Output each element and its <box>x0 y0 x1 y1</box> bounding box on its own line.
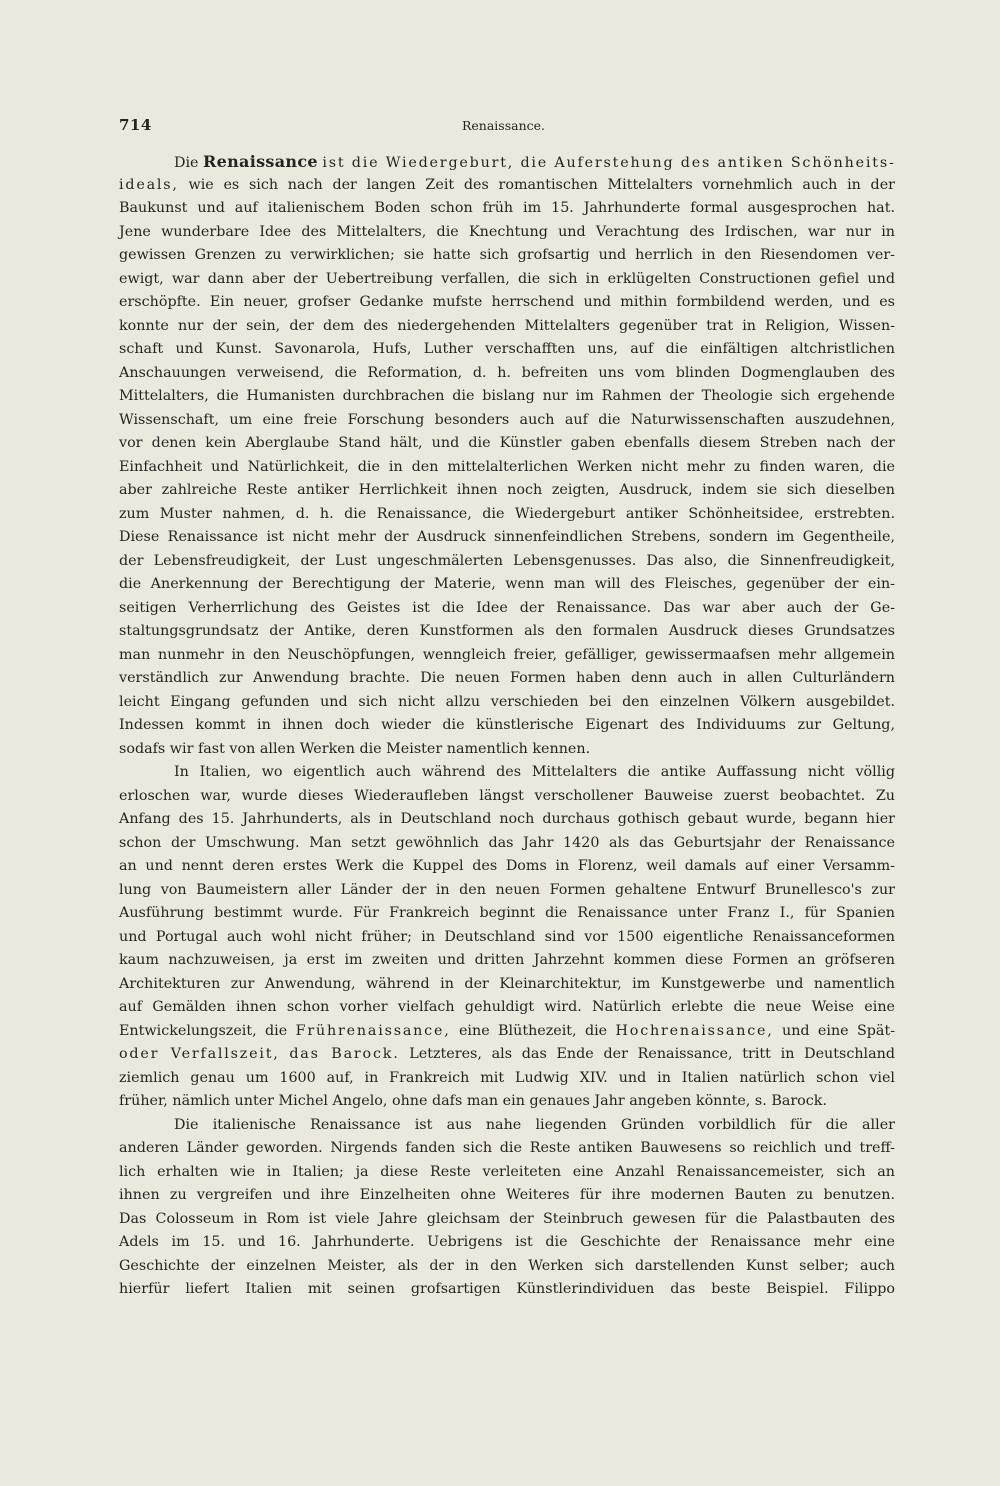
text-line: anderen Länder geworden. Nirgends fanden sich die Reste antiken Bauwesens so reichlich und treff- <box>119 1140 895 1156</box>
text-line: ideals, wie es sich nach der langen Zeit des romantischen Mittelalters vornehmlich auch in der <box>119 176 896 193</box>
text-line: Baukunst und auf italienischem Boden schon früh im 15. Jahrhunderte formal ausgesprochen hat. <box>119 200 895 216</box>
text-line: gewissen Grenzen zu verwirklichen; sie hatte sich grofsartig und herrlich in den Riesendomen ver- <box>119 247 895 263</box>
text-line: Das Colosseum in Rom ist viele Jahre gleichsam der Steinbruch gewesen für die Palastbauten des <box>119 1210 895 1227</box>
running-title: Renaissance. <box>462 118 546 133</box>
text-line: In Italien, wo eigentlich auch während des Mittelalters die antike Auffassung nicht völlig <box>174 764 895 780</box>
text-line: verständlich zur Anwendung brachte. Die neuen Formen haben denn auch in allen Culturländern <box>119 670 895 686</box>
text-line: Einfachheit und Natürlichkeit, die in den mittelalterlichen Werken nicht mehr zu finden waren, die <box>119 458 895 475</box>
text-line: Diese Renaissance ist nicht mehr der Ausdruck sinnenfeindlichen Strebens, sondern im Gegentheile, <box>119 529 895 545</box>
text-line: Mittelalters, die Humanisten durchbrachen die bislang nur im Rahmen der Theologie sich ergehende <box>119 388 895 404</box>
text-line: oder Verfallszeit, das Barock. Letzteres, als das Ende der Renaissance, tritt in Deutschland <box>119 1046 896 1062</box>
text-line: Adels im 15. und 16. Jahrhunderte. Uebrigens ist die Geschichte der Renaissance mehr eine <box>119 1234 895 1250</box>
text-line: konnte nur der sein, der dem des niedergehenden Mittelalters gegenüber trat in Religion, Wissen- <box>119 317 895 334</box>
text-line: leicht Eingang gefunden und sich nicht allzu verschieden bei den einzelnen Völkern ausgebildet. <box>119 693 895 710</box>
text-line: aber zahlreiche Reste antiker Herrlichkeit ihnen noch zeigten, Ausdruck, indem sie sich dieselben <box>119 482 895 498</box>
text-line: Indessen kommt in ihnen doch wieder die künstlerische Eigenart des Individuums zur Geltung, <box>119 717 895 733</box>
text-line: früher, nämlich unter Michel Angelo, ohne dafs man ein genaues Jahr angeben könnte, s. Barock. <box>119 1093 828 1109</box>
text-line: erschöpfte. Ein neuer, grofser Gedanke mufste herrschend und mithin formbildend werden, und es <box>119 294 895 310</box>
text-line: lich erhalten wie in Italien; ja diese Reste verleiteten eine Anzahl Renaissancemeister, sich an <box>119 1163 895 1180</box>
text-line: vor denen kein Aberglaube Stand hält, und die Künstler gaben ebenfalls diesem Streben nach der <box>119 435 895 451</box>
headword: Renaissance <box>203 152 318 171</box>
text-line: Architekturen zur Anwendung, während in der Kleinarchitektur, im Kunstgewerbe und namentlich <box>119 975 895 992</box>
text-line: Anschauungen verweisend, die Reformation, d. h. befreiten uns vom blinden Dogmenglauben des <box>119 364 895 381</box>
text-line: Jene wunderbare Idee des Mittelalters, die Knechtung und Verachtung des Irdischen, war nur in <box>119 223 895 240</box>
text-line: ihnen zu vergreifen und ihre Einzelheiten ohne Weiteres für ihre modernen Bauten zu benutzen. <box>119 1187 895 1203</box>
text-line: staltungsgrundsatz der Antike, deren Kunstformen als den formalen Ausdruck dieses Grundsatzes <box>119 623 895 639</box>
text-line: lung von Baumeistern aller Länder der in den neuen Formen gehaltene Entwurf Brunellesco's zur <box>119 881 895 898</box>
text-line: Anfang des 15. Jahrhunderts, als in Deutschland noch durchaus gothisch gebaut wurde, begann hier <box>119 811 895 827</box>
text-line: schon der Umschwung. Man setzt gewöhnlich das Jahr 1420 als das Geburtsjahr der Renaissance <box>119 834 895 851</box>
text-line: Die italienische Renaissance ist aus nahe liegenden Gründen vorbildlich für die aller <box>174 1116 895 1133</box>
text-line: ewigt, war dann aber der Uebertreibung verfallen, die sich in erklügelten Constructionen gefiel und <box>119 270 895 287</box>
page-header <box>119 116 895 138</box>
text-line: hierfür liefert Italien mit seinen grofsartigen Künstlerindividuen das beste Beispiel. Filippo <box>119 1281 895 1297</box>
text-line: Entwickelungszeit, die Frührenaissance, eine Blüthezeit, die Hochrenaissance, und eine Spät- <box>119 1022 896 1039</box>
text-line: sodafs wir fast von allen Werken die Meister namentlich kennen. <box>119 740 591 757</box>
text-line: Wissenschaft, um eine freie Forschung besonders auch auf die Naturwissenschaften auszudehnen, <box>119 411 895 428</box>
text-line: schaft und Kunst. Savonarola, Hufs, Luther verschafften uns, auf die einfältigen altchristlichen <box>119 341 895 357</box>
text-line: erloschen war, wurde dieses Wiederaufleben längst verschollener Bauweise zuerst beobachtet. Zu <box>119 787 895 804</box>
text-line: seitigen Verherrlichung des Geistes ist die Idee der Renaissance. Das war aber auch der Ge- <box>119 599 895 616</box>
page-number: 714 <box>119 116 152 134</box>
text-line: an und nennt deren erstes Werk die Kuppel des Doms in Florenz, weil damals auf einer Versamm- <box>119 858 895 874</box>
text-line: Die Renaissance ist die Wiedergeburt, die Auferstehung des antiken Schönheits- <box>174 152 896 171</box>
text-line: und Portugal auch wohl nicht früher; in Deutschland sind vor 1500 eigentliche Renaissanceformen <box>119 928 895 945</box>
text-line: auf Gemälden ihnen schon vorher vielfach gehuldigt wird. Natürlich erlebte die neue Weise eine <box>119 999 895 1015</box>
text-line: zum Muster nahmen, d. h. die Renaissance, die Wiedergeburt antiker Schönheitsidee, erstrebten. <box>119 505 895 522</box>
text-line: Ausführung bestimmt wurde. Für Frankreich beginnt die Renaissance unter Franz I., für Spanien <box>119 905 895 921</box>
text-line: Geschichte der einzelnen Meister, als der in den Werken sich darstellenden Kunst selber; auch <box>119 1257 895 1274</box>
text-line: man nunmehr in den Neuschöpfungen, wenngleich freier, gefälliger, gewissermaafsen mehr allgemein <box>119 646 895 663</box>
article-body <box>119 150 895 1302</box>
text-line: ziemlich genau um 1600 auf, in Frankreich mit Ludwig XIV. und in Italien natürlich schon viel <box>119 1069 895 1086</box>
text-line: der Lebensfreudigkeit, der Lust ungeschmälerten Lebensgenusses. Das also, die Sinnenfreudigkeit, <box>119 552 895 569</box>
text-line: die Anerkennung der Berechtigung der Materie, wenn man will des Fleisches, gegenüber der ein- <box>119 576 895 592</box>
text-line: kaum nachzuweisen, ja erst im zweiten und dritten Jahrzehnt kommen diese Formen an gröfseren <box>119 952 895 968</box>
